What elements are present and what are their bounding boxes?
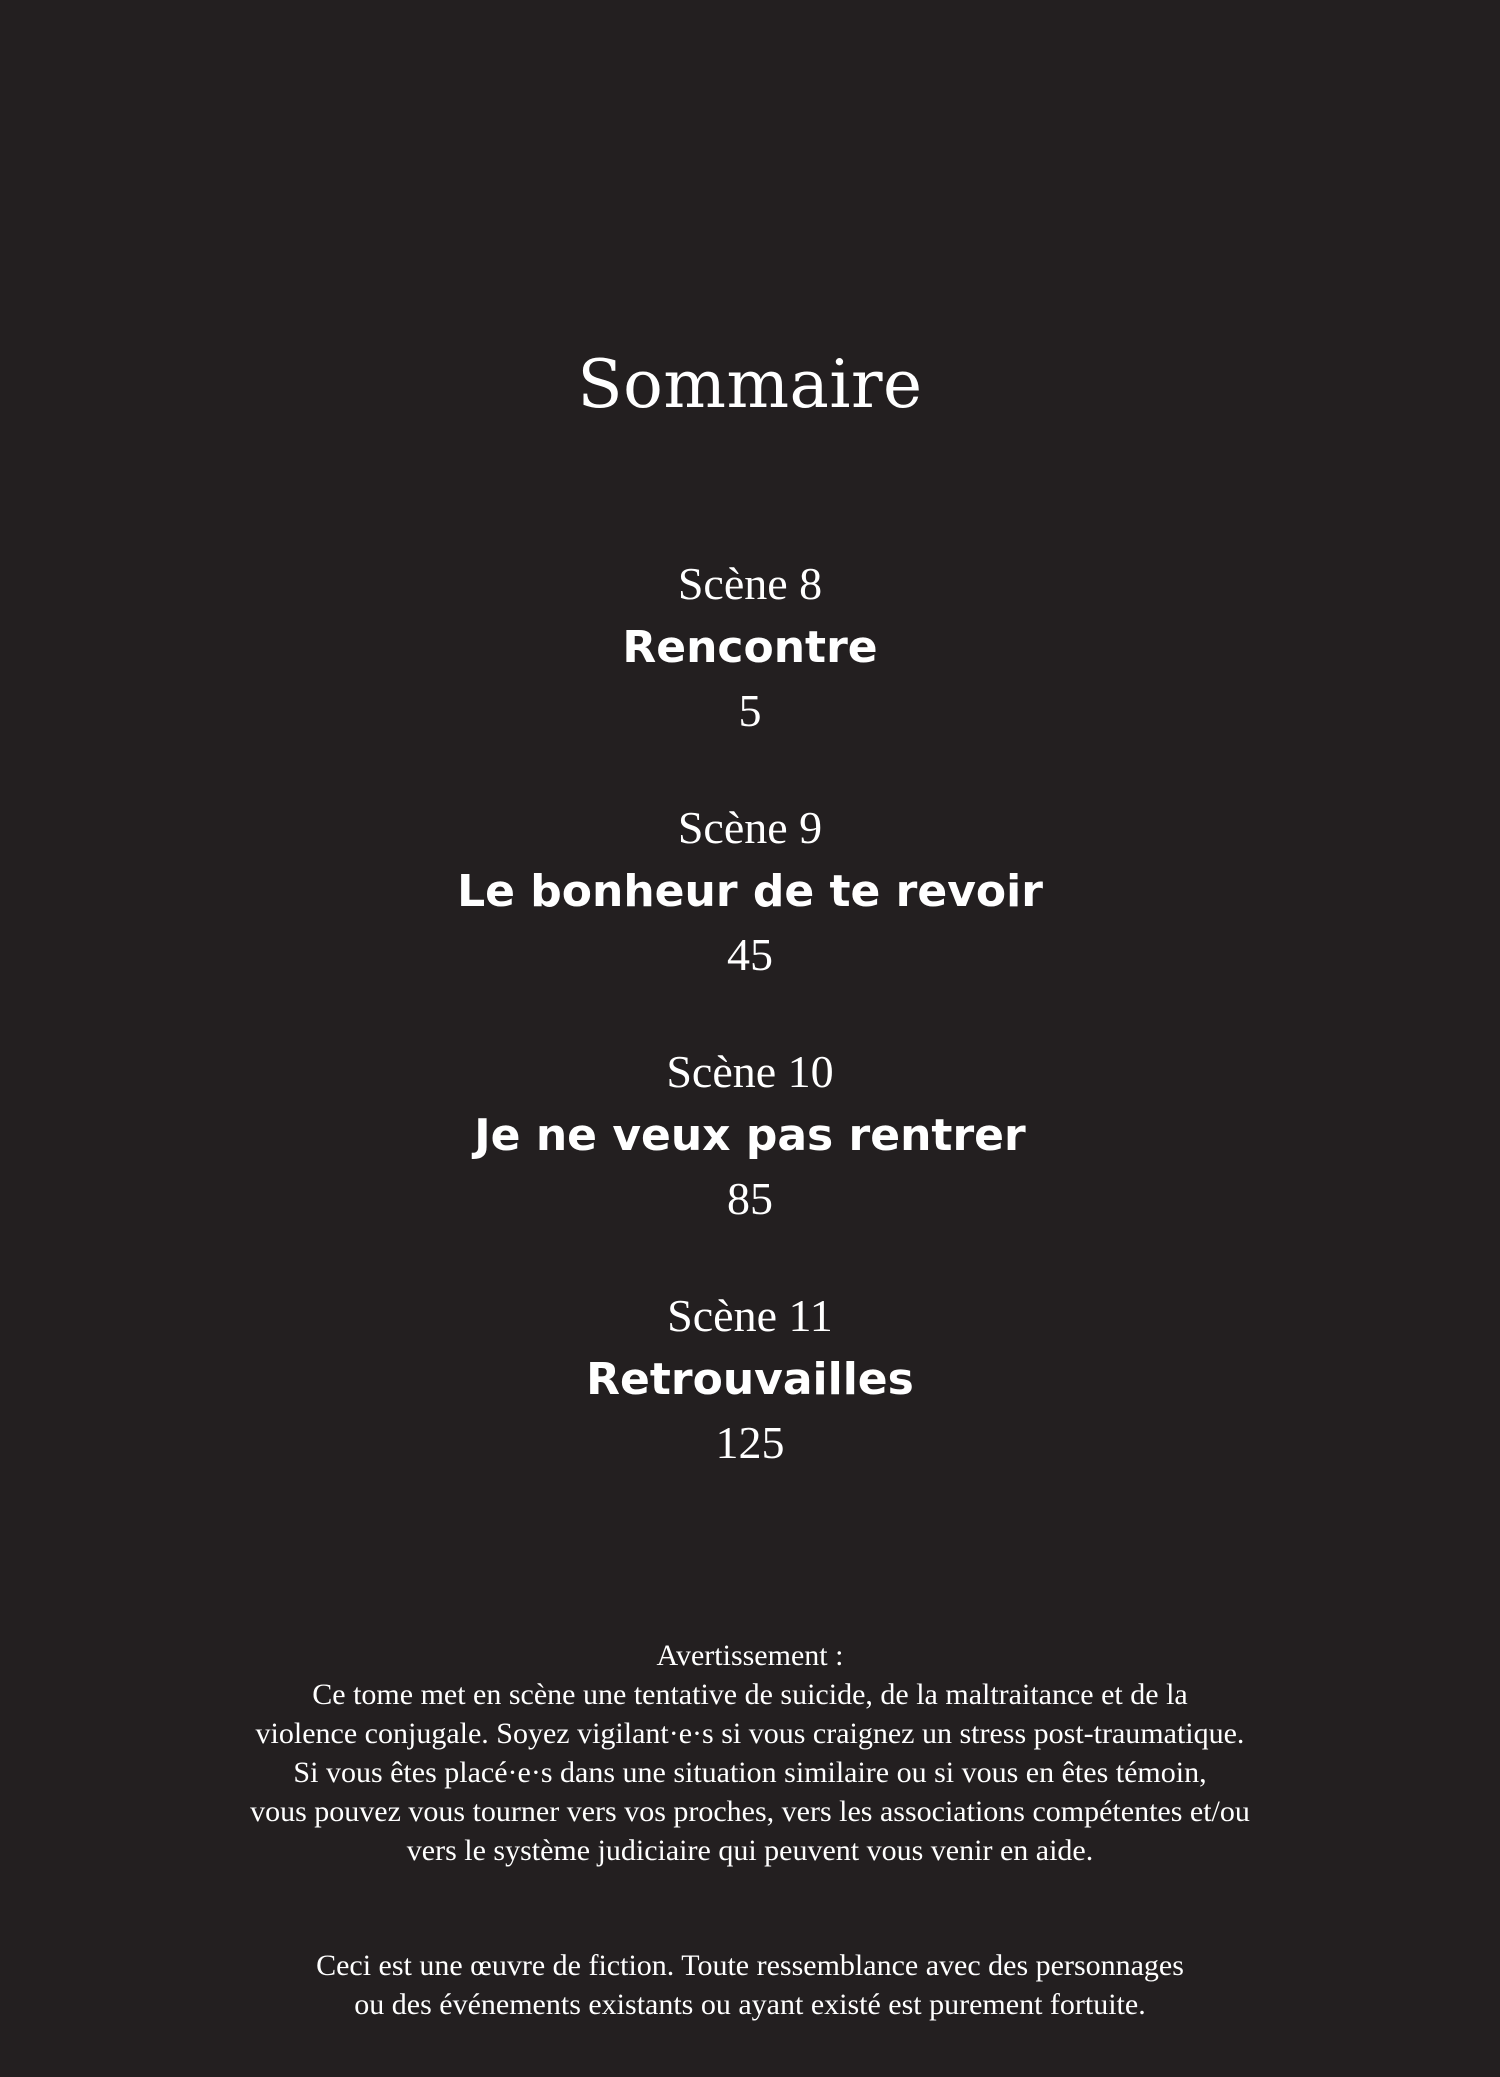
- scene-number: Scène 8: [677, 558, 823, 609]
- scene-number: Scène 11: [667, 1290, 833, 1341]
- warning-line: Si vous êtes placé·e·s dans une situation similaire ou si vous en êtes témoin,: [293, 1756, 1207, 1789]
- page-number: 125: [715, 1417, 785, 1468]
- disclaimer-line: Ceci est une œuvre de fiction. Toute ressemblance avec des personnages: [316, 1949, 1184, 1982]
- toc-entry-scene-11: [0, 1287, 1500, 1531]
- warning-line: violence conjugale. Soyez vigilant·e·s si vous craignez un stress post-traumatique.: [255, 1717, 1245, 1750]
- chapter-title: Le bonheur de te revoir: [457, 866, 1043, 917]
- page-number: 45: [727, 929, 773, 980]
- scene-number: Scène 10: [666, 1046, 834, 1097]
- toc-entry-scene-10: [0, 1043, 1500, 1287]
- content-warning: [0, 1636, 1500, 1870]
- toc-entry-scene-8: [0, 555, 1500, 799]
- scene-number: Scène 9: [677, 802, 823, 853]
- page-number: 5: [738, 685, 762, 736]
- chapter-title: Retrouvailles: [586, 1354, 914, 1405]
- warning-line: vous pouvez vous tourner vers vos proches, vers les associations compétentes et/ou: [250, 1795, 1250, 1828]
- chapter-title: Rencontre: [622, 622, 878, 673]
- warning-line: vers le système judiciaire qui peuvent vous venir en aide.: [406, 1834, 1094, 1867]
- warning-line: Ce tome met en scène une tentative de suicide, de la maltraitance et de la: [312, 1678, 1188, 1711]
- fiction-disclaimer: [0, 1946, 1500, 2024]
- toc-entry-scene-9: [0, 799, 1500, 1043]
- warning-heading: Avertissement :: [656, 1639, 844, 1672]
- table-of-contents: [0, 555, 1500, 1531]
- disclaimer-line: ou des événements existants ou ayant existé est purement fortuite.: [354, 1988, 1146, 2021]
- page-title: Sommaire: [577, 346, 923, 423]
- page-number: 85: [727, 1173, 773, 1224]
- chapter-title: Je ne veux pas rentrer: [474, 1110, 1026, 1161]
